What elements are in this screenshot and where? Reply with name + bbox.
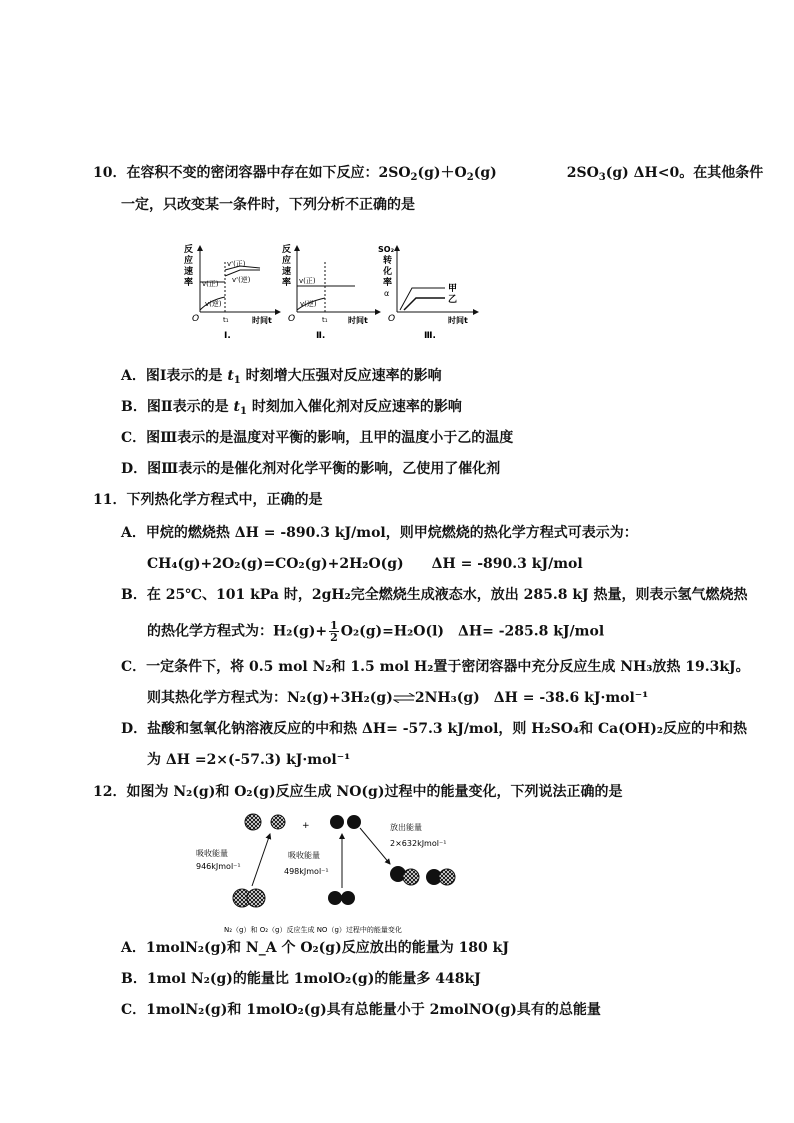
svg-text:吸收能量: 吸收能量 (288, 851, 320, 860)
q10-option-d: D．图Ⅲ表示的是催化剂对化学平衡的影响，乙使用了催化剂 (121, 461, 501, 477)
o-atom-icon (330, 815, 344, 829)
graph-1 (184, 243, 280, 341)
svg-text:v'(逆): v'(逆) (232, 276, 251, 284)
svg-text:v(逆): v(逆) (205, 300, 222, 308)
o-atom-icon (347, 815, 361, 829)
q11-option-b-line2: 的热化学方程式为：H₂(g)+ $\frac{1}{2}$ O₂(g)=H₂O(l) ΔH= -285.8 kJ/mol (147, 619, 605, 644)
q11-option-a-line2: CH₄(g)+2O₂(g)=CO₂(g)+2H₂O(g) ΔH = -890.3 kJ/mol (147, 556, 583, 572)
q12-option-b: B．1mol N₂(g)的能量比 1molO₂(g)的能量多 448kJ (121, 971, 481, 987)
svg-text:Ⅱ.: Ⅱ. (316, 331, 326, 341)
svg-text:t₁: t₁ (322, 316, 328, 324)
svg-text:应: 应 (282, 256, 292, 266)
svg-text:转: 转 (383, 256, 393, 266)
question-number: 10． (93, 165, 127, 181)
svg-text:t₁: t₁ (223, 316, 229, 324)
o2-molecule-icon (328, 891, 342, 905)
svg-text:v(正): v(正) (299, 277, 316, 285)
svg-text:SO₂: SO₂ (378, 245, 395, 254)
svg-text:率: 率 (383, 278, 393, 288)
n-atom-icon (271, 815, 285, 829)
q11-option-c-line2: 则其热化学方程式为：N₂(g)+3H₂(g) 2NH₃(g) ΔH = -38.6 kJ·mol⁻¹ (147, 690, 649, 706)
svg-text:率: 率 (184, 278, 194, 288)
n-atom-icon (245, 814, 261, 830)
svg-text:化: 化 (383, 267, 393, 277)
q11-option-d-line1: D．盐酸和氢氧化钠溶液反应的中和热 ΔH= -57.3 kJ/mol，则 H₂SO₄和 Ca(OH)₂反应的中和热 (121, 721, 747, 737)
svg-text:吸收能量: 吸收能量 (196, 849, 228, 858)
svg-text:甲: 甲 (448, 284, 458, 294)
svg-text:2×632kJmol⁻¹: 2×632kJmol⁻¹ (390, 839, 447, 848)
q12-option-c: C．1molN₂(g)和 1molO₂(g)具有总能量小于 2molNO(g)具有的总能量 (121, 1002, 601, 1018)
question-10-stem-line2: 一定，只改变某一条件时，下列分析不正确的是 (121, 197, 415, 213)
q12-option-a: A．1molN₂(g)和 N_A 个 O₂(g)反应放出的能量为 180 kJ (121, 940, 509, 956)
question-11-stem: 11．下列热化学方程式中，正确的是 (93, 492, 323, 508)
svg-text:v'(正): v'(正) (227, 260, 246, 268)
svg-text:反: 反 (282, 245, 292, 255)
svg-text:率: 率 (282, 278, 292, 288)
svg-text:乙: 乙 (448, 295, 458, 305)
svg-text:+: + (302, 821, 310, 831)
fraction-half: $\frac{1}{2}$ (330, 619, 338, 644)
q11-option-c-line1: C．一定条件下，将 0.5 mol N₂和 1.5 mol H₂置于密闭容器中充分反应生成 NH₃放热 19.3kJ。 (121, 659, 750, 675)
svg-text:v(正): v(正) (202, 280, 219, 288)
q11-option-d-line2: 为 ΔH =2×(-57.3) kJ·mol⁻¹ (147, 752, 351, 768)
svg-text:Ⅰ.: Ⅰ. (224, 331, 231, 341)
figure-caption: N₂（g）和 O₂（g）反应生成 NO（g）过程中的能量变化 (224, 926, 402, 934)
svg-text:放出能量: 放出能量 (390, 823, 422, 832)
svg-text:v(逆): v(逆) (300, 300, 317, 308)
svg-text:O: O (288, 314, 296, 324)
q11-option-a-line1: A．甲烷的燃烧热 ΔH = -890.3 kJ/mol，则甲烷燃烧的热化学方程式可表示为： (121, 525, 638, 541)
svg-text:498kJmol⁻¹: 498kJmol⁻¹ (284, 867, 329, 876)
svg-text:α: α (384, 289, 390, 298)
graph1-ylabel-1: 反 (184, 245, 194, 255)
svg-text:应: 应 (184, 256, 194, 266)
svg-text:时间t: 时间t (348, 316, 368, 325)
rate-graphs-figure (180, 242, 480, 342)
svg-text:时间t: 时间t (448, 316, 468, 325)
reversible-arrow-icon (393, 693, 415, 703)
svg-text:O: O (192, 314, 200, 324)
q10-option-a: A．图Ⅰ表示的是 $t_1$ 时刻增大压强对反应速率的影响 (121, 368, 442, 386)
svg-text:速: 速 (184, 267, 194, 277)
energy-change-figure (190, 808, 470, 938)
question-10-stem-line1: 10．在容积不变的密闭容器中存在如下反应：$2SO_2(g)+O_2(g)$ $2SO_3(g)$ ΔH<0。在其他条件 (93, 165, 764, 183)
q11-option-b-line1: B．在 25℃、101 kPa 时，2gH₂完全燃烧生成液态水，放出 285.8 kJ 热量，则表示氢气燃烧热 (121, 587, 748, 603)
svg-text:速: 速 (282, 267, 292, 277)
graph-3 (378, 245, 478, 341)
svg-text:时间t: 时间t (252, 316, 272, 325)
q10-option-b: B．图Ⅱ表示的是 $t_1$ 时刻加入催化剂对反应速率的影响 (121, 399, 462, 417)
svg-text:Ⅲ.: Ⅲ. (424, 331, 436, 341)
q10-option-c: C．图Ⅲ表示的是温度对平衡的影响，且甲的温度小于乙的温度 (121, 430, 514, 446)
question-12-stem: 12．如图为 N₂(g)和 O₂(g)反应生成 NO(g)过程中的能量变化，下列说法正确的是 (93, 784, 623, 800)
svg-text:O: O (388, 314, 396, 324)
graph-2 (282, 243, 380, 341)
svg-text:946kJmol⁻¹: 946kJmol⁻¹ (196, 862, 241, 871)
